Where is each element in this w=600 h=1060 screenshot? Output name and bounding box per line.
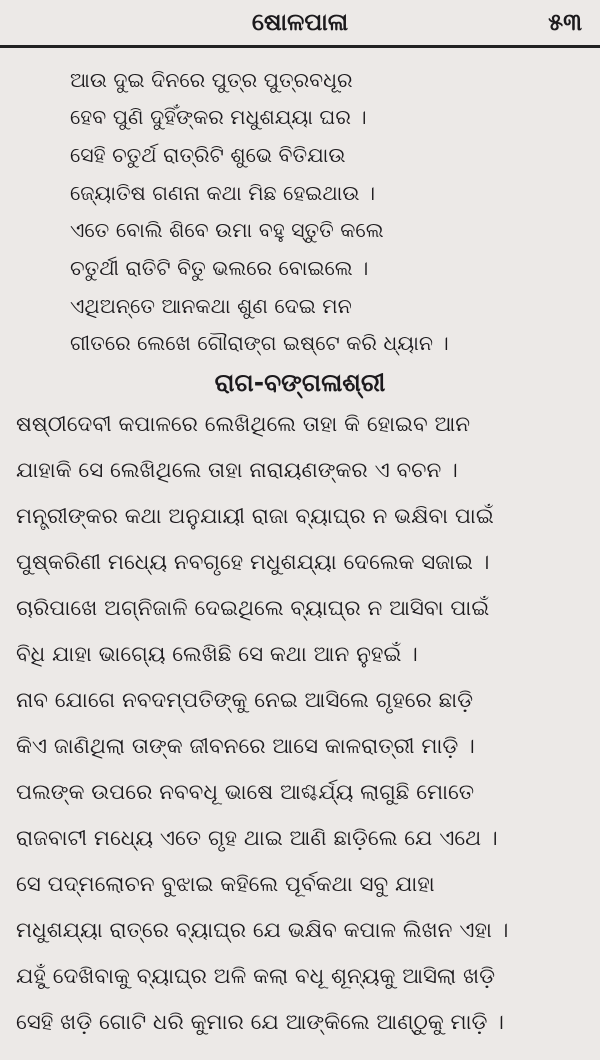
verse-line: ଗୀତରେ ଲେଖେ ଗୌରାଙ୍ଗ ଇଷ୍ଟେ କରି ଧ୍ୟାନ । bbox=[70, 331, 449, 355]
verse-line: ସେହି ଚତୁର୍ଥ ରାତ୍ରିଟି ଶୁଭେ ବିତିଯାଉ bbox=[70, 143, 346, 167]
verse-line: ଏତେ ବୋଲି ଶିବେ ଉମା ବହୁ ସ୍ତୁତି କଲେ bbox=[70, 218, 384, 242]
prose-line: ବିଧି ଯାହା ଭାଗ୍ୟେ ଲେଖିଛି ସେ କଥା ଆନ ନୁହଇଁ । bbox=[16, 642, 418, 667]
prose-line: ସେ ପଦ୍ମଲୋଚନ ବୁଝାଇ କହିଲେ ପୂର୍ବକଥା ସବୁ ଯାହା bbox=[16, 872, 435, 897]
prose-line: ରାଜବାଟୀ ମଧ୍ୟେ ଏତେ ଗୃହ ଥାଇ ଆଣି ଛାଡ଼ିଲେ ଯେ ଏଥେ । bbox=[16, 826, 498, 851]
header-rule bbox=[0, 45, 600, 48]
page-number: ୫୩ bbox=[548, 8, 582, 36]
verse-line: ଆଉ ଦୁଇ ଦିନରେ ପୁତ୍ର ପୁତ୍ରବଧୂର bbox=[70, 68, 353, 92]
page-header bbox=[0, 0, 600, 44]
prose-line: ପୁଷ୍କରିଣୀ ମଧ୍ୟେ ନବଗୃହେ ମଧୁଶଯ୍ୟା ଦେଲେକ ସଜାଇ । bbox=[16, 550, 490, 575]
prose-line: ଯହୁଁ ଦେଖିବାକୁ ବ୍ୟାଘ୍ର ଅଳି କଲା ବଧୂ ଶୂନ୍ୟକୁ ଆସିଲା ଖଡ଼ି bbox=[16, 964, 495, 989]
prose-line: ମଧୁଶଯ୍ୟା ରାତ୍ରେ ବ୍ୟାଘ୍ର ଯେ ଭକ୍ଷିବ କପାଳ ଲିଖନ ଏହା । bbox=[16, 918, 509, 943]
prose-line: ଚାରିପାଖେ ଅଗ୍ନିଜାଳି ଦେଇଥିଲେ ବ୍ୟାଘ୍ର ନ ଆସିବା ପାଇଁ bbox=[16, 596, 490, 621]
verse-line: ଏଥିଅନ୍ତେ ଆନକଥା ଶୁଣ ଦେଇ ମନ bbox=[70, 294, 352, 318]
prose-line: ଯାହାକି ସେ ଲେଖିଥିଲେ ତାହା ନାରାୟଣଙ୍କର ଏ ବଚନ । bbox=[16, 458, 458, 483]
running-title: ଷୋଳପାଳା bbox=[251, 8, 349, 36]
prose-line: କିଏ ଜାଣିଥିଲା ତାଙ୍କ ଜୀବନରେ ଆସେ କାଳରାତ୍ରୀ ମାଡ଼ି । bbox=[16, 734, 475, 759]
verse-line: ଜ୍ୟୋତିଷ ଗଣନା କଥା ମିଛ ହେଇଥାଉ । bbox=[70, 181, 376, 205]
prose-line: ଷଷ୍ଠୀଦେବୀ କପାଳରେ ଲେଖିଥିଲେ ତାହା କି ହୋଇବ ଆନ bbox=[16, 412, 471, 437]
raga-heading: ରାଗ-ବଙ୍ଗଳାଶ୍ରୀ bbox=[214, 368, 386, 397]
verse-line: ହେବ ପୁଣି ଦୁହିଁଙ୍କର ମଧୁଶଯ୍ୟା ଘର । bbox=[70, 105, 367, 129]
prose-line: ମନ୍ତ୍ରୀଙ୍କର କଥା ଅନୁଯାୟୀ ରାଜା ବ୍ୟାଘ୍ର ନ ଭକ୍ଷିବା ପାଇଁ bbox=[16, 504, 494, 529]
prose-line: ସେହି ଖଡ଼ି ଗୋଟି ଧରି କୁମାର ଯେ ଆଙ୍କିଲେ ଆଣ୍ଠୁକୁ ମାଡ଼ି । bbox=[16, 1010, 504, 1035]
prose-line: ପଲଙ୍କ ଉପରେ ନବବଧୂ ଭାଷେ ଆଶ୍ଚର୍ଯ୍ୟ ଲାଗୁଛି ମୋତେ bbox=[16, 780, 475, 805]
verse-line: ଚତୁର୍ଥୀ ରାତିଟି ବିତୁ ଭଲରେ ବୋଇଲେ । bbox=[70, 256, 369, 280]
prose-line: ନାବ ଯୋଗେ ନବଦମ୍ପତିଙ୍କୁ ନେଇ ଆସିଲେ ଗୃହରେ ଛାଡ଼ି bbox=[16, 688, 474, 713]
